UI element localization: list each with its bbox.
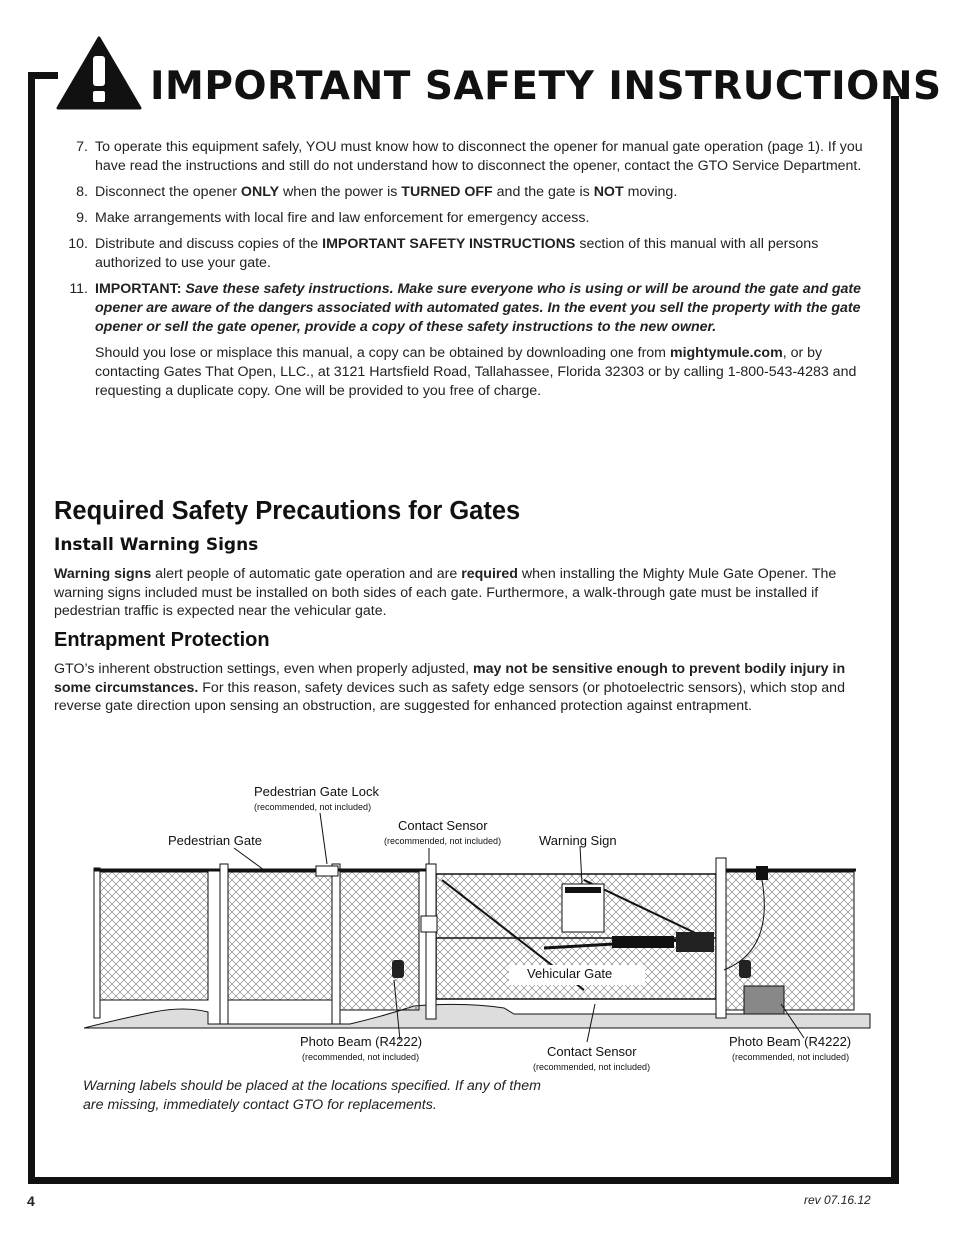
revision-date: rev 07.16.12 [804,1193,871,1207]
item-number: 9. [76,210,88,226]
list-item [60,183,870,202]
item-text: Disconnect the opener ONLY when the power is TURNED OFF and the gate is NOT moving. [95,184,678,200]
warning-triangle-icon [56,36,142,110]
list-item [60,280,870,401]
frame-left-bar [28,72,35,1184]
photo-beam-left-label: Photo Beam (R4222) [300,1034,423,1049]
contact-sensor-bottom-label: Contact Sensor [547,1044,637,1059]
list-item [60,235,870,273]
pedestrian-gate-lock-note: (recommended, not included) [254,802,372,812]
item-text: Distribute and discuss copies of the IMPORTANT SAFETY INSTRUCTIONS section of this manual with all persons authorized to use your gate. [95,236,819,271]
pedestrian-gate-label: Pedestrian Gate [168,833,262,848]
item-followup-text: Should you lose or misplace this manual, a copy can be obtained by downloading one from mightymule.com, or by contacting Gates That Open, LLC., at 3121 Hartsfield Road, Tallahassee, Florida 32303 or by calling 1-800-543-4283 and requesting a duplicate copy. One will be provided to you free of charge. [95,345,857,399]
gate-diagram [84,780,884,1080]
website-link[interactable]: mightymule.com [669,345,783,361]
section-heading: Required Safety Precautions for Gates [54,497,521,525]
vehicular-gate-label: Vehicular Gate [527,966,613,981]
list-item [60,209,870,228]
warning-signs-paragraph: Warning signs alert people of automatic gate operation and are required when installing the Mighty Mule Gate Opener. The warning signs included must be installed on both sides of each gate. Furthermore, a walk-through gate must be installed if pedestrian traffic is expected near the vehicular gate. [54,566,837,619]
item-text: To operate this equipment safely, YOU must know how to disconnect the opener for manual gate operation (page 1). If you have read the instructions and still do not understand how to disconnect the opener, contact the GTO Service Department. [95,139,863,174]
page-number: 4 [27,1193,35,1209]
photo-beam-right-note: (recommended, not included) [732,1052,850,1062]
item-number: 10. [68,236,88,252]
photo-beam-right-label: Photo Beam (R4222) [729,1034,852,1049]
page-title: IMPORTANT SAFETY INSTRUCTIONS [150,64,942,109]
list-item [60,138,870,176]
entrapment-heading: Entrapment Protection [54,629,270,651]
instruction-list [60,138,870,408]
contact-sensor-top-note: (recommended, not included) [384,836,502,846]
contact-sensor-bottom-note: (recommended, not included) [533,1062,651,1072]
frame-right-bar [891,96,899,1184]
warning-signs-heading: Install Warning Signs [54,535,259,555]
warning-sign-label: Warning Sign [539,833,617,848]
frame-bottom-bar [28,1177,899,1184]
contact-sensor-top-label: Contact Sensor [398,818,488,833]
item-number: 7. [76,139,88,155]
warning-labels-note: Warning labels should be placed at the locations specified. If any of them are missing, immediately contact GTO for replacements. [83,1078,541,1113]
entrapment-paragraph: GTO’s inherent obstruction settings, even when properly adjusted, may not be sensitive enough to prevent bodily injury in some circumstances. For this reason, safety devices such as safety edge sensors (or photoelectric sensors), which stop and reverse gate direction upon sensing an obstruction, are suggested for enhanced protection against entrapment. [54,661,846,714]
item-text: Make arrangements with local fire and law enforcement for emergency access. [95,210,590,226]
item-number: 11. [69,281,88,297]
item-number: 8. [76,184,88,200]
photo-beam-left-note: (recommended, not included) [302,1052,420,1062]
item-text: IMPORTANT: Save these safety instructions. Make sure everyone who is using or will be around the gate and gate opener are aware of the dangers associated with automated gates. In the event you sell the property with the gate opener or sell the gate opener, provide a copy of these safety instructions to the new owner. [95,281,862,335]
pedestrian-gate-lock-label: Pedestrian Gate Lock [254,784,380,799]
